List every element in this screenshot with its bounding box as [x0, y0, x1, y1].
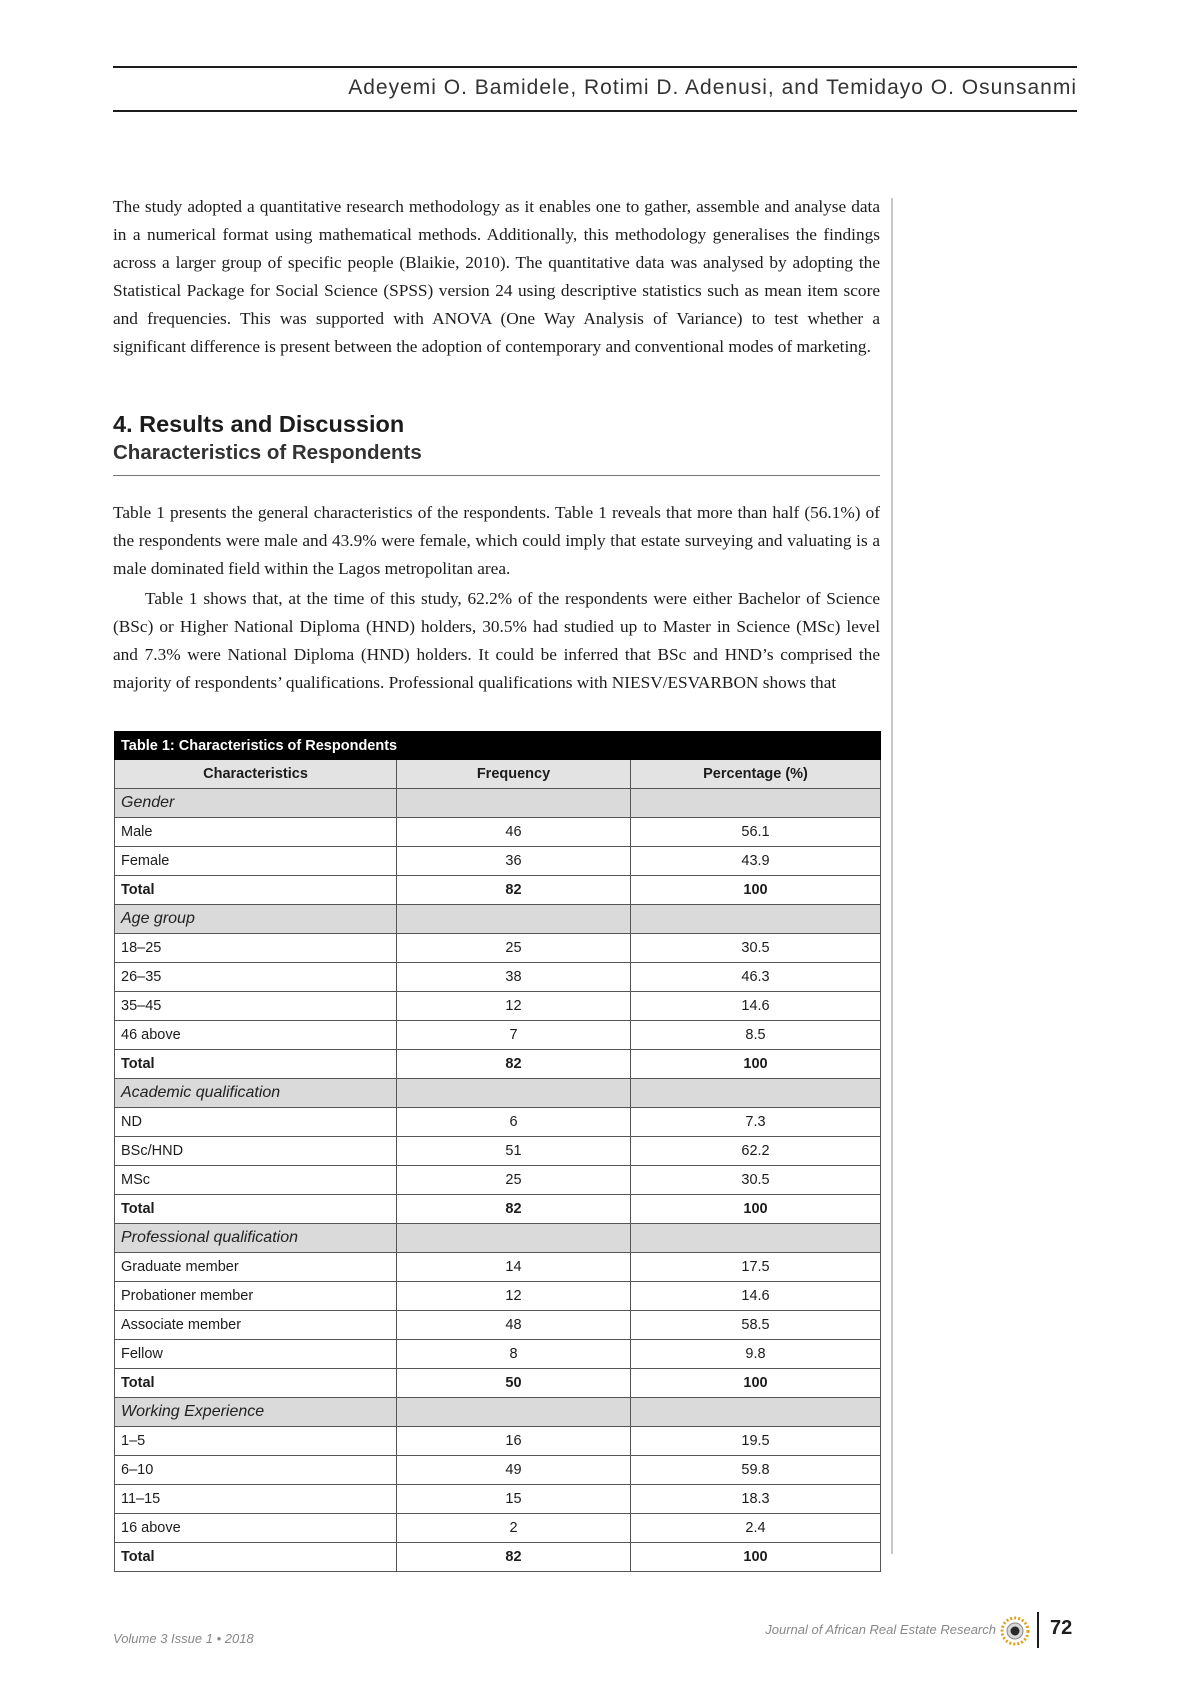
- column-header-characteristics: Characteristics: [115, 760, 397, 789]
- frequency-cell: 48: [397, 1311, 631, 1340]
- percentage-cell: 17.5: [631, 1253, 881, 1282]
- footer-volume: Volume 3 Issue 1 • 2018: [113, 1631, 254, 1646]
- table-row: [115, 1253, 881, 1282]
- table-row: [115, 1427, 881, 1456]
- table-row: [115, 992, 881, 1021]
- percentage-cell: 58.5: [631, 1311, 881, 1340]
- table-row: [115, 1282, 881, 1311]
- percentage-cell: 100: [631, 1369, 881, 1398]
- characteristics-table: [114, 731, 881, 1572]
- percentage-cell: 14.6: [631, 992, 881, 1021]
- row-label: Total: [115, 1195, 397, 1224]
- table-body: [115, 789, 881, 1572]
- frequency-cell: 82: [397, 1050, 631, 1079]
- table-caption: Table 1: Characteristics of Respondents: [115, 732, 881, 760]
- frequency-cell: 25: [397, 1166, 631, 1195]
- frequency-cell: 8: [397, 1340, 631, 1369]
- row-label: Total: [115, 1369, 397, 1398]
- frequency-cell: 36: [397, 847, 631, 876]
- table-row: [115, 1021, 881, 1050]
- paragraph-gender: Table 1 presents the general characteristics of the respondents. Table 1 reveals that more than half (56.1%) of the respondents were male and 43.9% were female, which could imply that estate surveying and valuating is a male dominated field within the Lagos metropolitan area.: [113, 503, 880, 578]
- table-row: [115, 1514, 881, 1543]
- table-row: [115, 1108, 881, 1137]
- table-group-row: [115, 1224, 881, 1253]
- percentage-cell: 100: [631, 876, 881, 905]
- percentage-cell: 9.8: [631, 1340, 881, 1369]
- row-label: 11–15: [115, 1485, 397, 1514]
- group-label: Academic qualification: [115, 1079, 397, 1108]
- percentage-cell: 43.9: [631, 847, 881, 876]
- frequency-cell: 14: [397, 1253, 631, 1282]
- table-total-row: [115, 876, 881, 905]
- group-empty-cell: [631, 1224, 881, 1253]
- header-rule-bottom: [113, 110, 1077, 112]
- table-total-row: [115, 1369, 881, 1398]
- journal-logo-icon: [1000, 1616, 1030, 1646]
- table-row: [115, 934, 881, 963]
- table-total-row: [115, 1543, 881, 1572]
- table-row: [115, 1340, 881, 1369]
- frequency-cell: 6: [397, 1108, 631, 1137]
- table-total-row: [115, 1050, 881, 1079]
- table-row: [115, 818, 881, 847]
- percentage-cell: 46.3: [631, 963, 881, 992]
- table-row: [115, 1166, 881, 1195]
- page-number: 72: [1050, 1617, 1073, 1639]
- frequency-cell: 82: [397, 1195, 631, 1224]
- table-row: [115, 1456, 881, 1485]
- frequency-cell: 12: [397, 1282, 631, 1311]
- subheading-rule: [113, 475, 880, 476]
- row-label: 16 above: [115, 1514, 397, 1543]
- table-group-row: [115, 789, 881, 818]
- table-header-row: [115, 760, 881, 789]
- percentage-cell: 2.4: [631, 1514, 881, 1543]
- percentage-cell: 100: [631, 1050, 881, 1079]
- table-row: [115, 1311, 881, 1340]
- percentage-cell: 19.5: [631, 1427, 881, 1456]
- frequency-cell: 50: [397, 1369, 631, 1398]
- row-label: 35–45: [115, 992, 397, 1021]
- percentage-cell: 30.5: [631, 1166, 881, 1195]
- table-group-row: [115, 1079, 881, 1108]
- percentage-cell: 59.8: [631, 1456, 881, 1485]
- frequency-cell: 2: [397, 1514, 631, 1543]
- table-row: [115, 1485, 881, 1514]
- paragraph-methodology: The study adopted a quantitative research methodology as it enables one to gather, assemble and analyse data in a numerical format using mathematical methods. Additionally, this methodology generalises the findings across a larger group of specific people (Blaikie, 2010). The quantitative data was analysed by adopting the Statistical Package for Social Science (SPSS) version 24 using descriptive statistics such as mean item score and frequencies. This was supported with ANOVA (One Way Analysis of Variance) to test whether a significant difference is present between the adoption of contemporary and conventional modes of marketing.: [113, 197, 880, 356]
- group-empty-cell: [397, 1398, 631, 1427]
- group-empty-cell: [397, 905, 631, 934]
- percentage-cell: 100: [631, 1543, 881, 1572]
- frequency-cell: 82: [397, 1543, 631, 1572]
- margin-rule: [891, 198, 893, 1554]
- frequency-cell: 49: [397, 1456, 631, 1485]
- percentage-cell: 18.3: [631, 1485, 881, 1514]
- column-header-frequency: Frequency: [397, 760, 631, 789]
- group-label: Gender: [115, 789, 397, 818]
- row-label: BSc/HND: [115, 1137, 397, 1166]
- frequency-cell: 16: [397, 1427, 631, 1456]
- percentage-cell: 8.5: [631, 1021, 881, 1050]
- table-row: [115, 1137, 881, 1166]
- group-empty-cell: [631, 1079, 881, 1108]
- row-label: Total: [115, 1543, 397, 1572]
- table-group-row: [115, 905, 881, 934]
- percentage-cell: 14.6: [631, 1282, 881, 1311]
- table-caption-row: [115, 732, 881, 760]
- group-empty-cell: [631, 1398, 881, 1427]
- frequency-cell: 25: [397, 934, 631, 963]
- frequency-cell: 51: [397, 1137, 631, 1166]
- row-label: Total: [115, 1050, 397, 1079]
- table-total-row: [115, 1195, 881, 1224]
- row-label: Probationer member: [115, 1282, 397, 1311]
- frequency-cell: 15: [397, 1485, 631, 1514]
- row-label: Total: [115, 876, 397, 905]
- row-label: 6–10: [115, 1456, 397, 1485]
- row-label: 26–35: [115, 963, 397, 992]
- row-label: ND: [115, 1108, 397, 1137]
- column-header-percentage: Percentage (%): [631, 760, 881, 789]
- row-label: 18–25: [115, 934, 397, 963]
- frequency-cell: 46: [397, 818, 631, 847]
- section-heading: 4. Results and Discussion: [113, 411, 405, 437]
- footer-divider: [1037, 1612, 1039, 1648]
- table-row: [115, 847, 881, 876]
- percentage-cell: 30.5: [631, 934, 881, 963]
- table-group-row: [115, 1398, 881, 1427]
- percentage-cell: 100: [631, 1195, 881, 1224]
- row-label: Female: [115, 847, 397, 876]
- footer-journal-name: Journal of African Real Estate Research: [765, 1622, 996, 1637]
- row-label: MSc: [115, 1166, 397, 1195]
- group-empty-cell: [397, 1224, 631, 1253]
- row-label: 1–5: [115, 1427, 397, 1456]
- row-label: Associate member: [115, 1311, 397, 1340]
- group-label: Working Experience: [115, 1398, 397, 1427]
- table-row: [115, 963, 881, 992]
- frequency-cell: 7: [397, 1021, 631, 1050]
- row-label: Fellow: [115, 1340, 397, 1369]
- frequency-cell: 12: [397, 992, 631, 1021]
- group-empty-cell: [397, 789, 631, 818]
- group-label: Age group: [115, 905, 397, 934]
- frequency-cell: 82: [397, 876, 631, 905]
- paragraph-qualifications: Table 1 shows that, at the time of this study, 62.2% of the respondents were either Bachelor of Science (BSc) or Higher National Diploma (HND) holders, 30.5% had studied up to Master in Science (MSc) level and 7.3% were National Diploma (HND) holders. It could be inferred that BSc and HND’s comprised the majority of respondents’ qualifications. Professional qualifications with NIESV/ESVARBON shows that: [113, 589, 880, 692]
- percentage-cell: 56.1: [631, 818, 881, 847]
- group-empty-cell: [631, 905, 881, 934]
- running-head-authors: Adeyemi O. Bamidele, Rotimi D. Adenusi, and Temidayo O. Osunsanmi: [348, 76, 1077, 99]
- row-label: Male: [115, 818, 397, 847]
- header-rule-top: [113, 66, 1077, 68]
- group-empty-cell: [397, 1079, 631, 1108]
- row-label: Graduate member: [115, 1253, 397, 1282]
- row-label: 46 above: [115, 1021, 397, 1050]
- frequency-cell: 38: [397, 963, 631, 992]
- percentage-cell: 7.3: [631, 1108, 881, 1137]
- section-subheading: Characteristics of Respondents: [113, 441, 422, 464]
- group-empty-cell: [631, 789, 881, 818]
- group-label: Professional qualification: [115, 1224, 397, 1253]
- percentage-cell: 62.2: [631, 1137, 881, 1166]
